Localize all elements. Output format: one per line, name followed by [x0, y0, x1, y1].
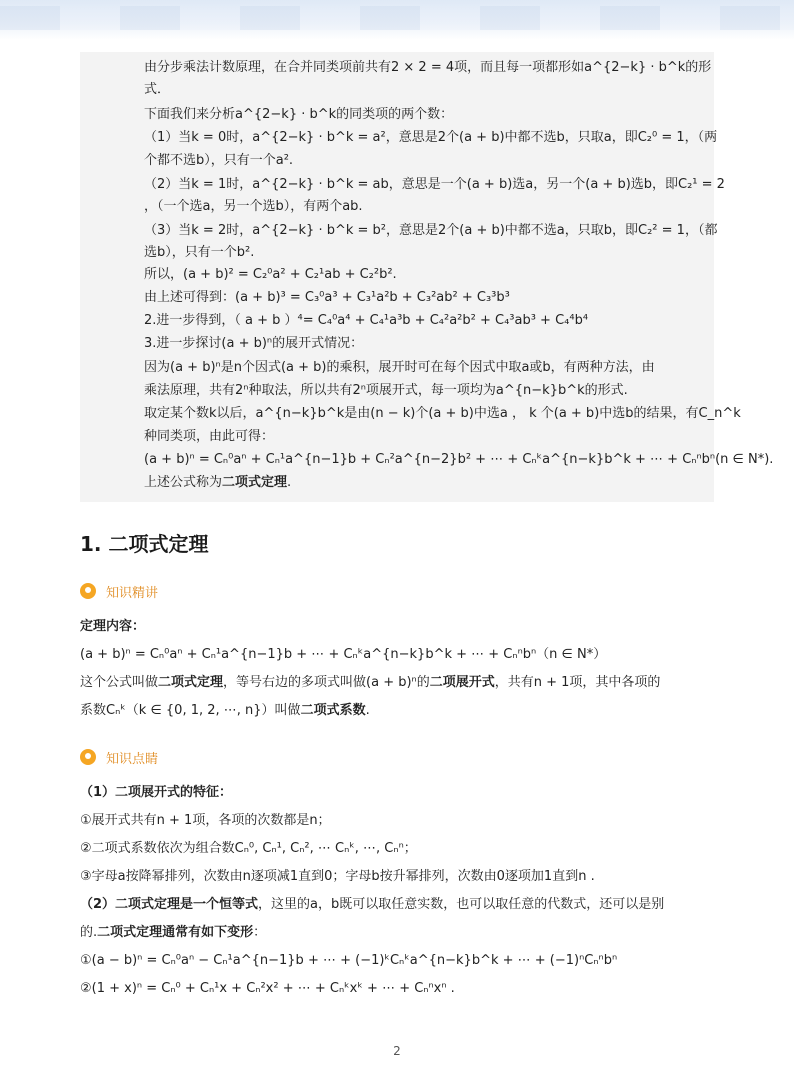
- term-binomial-theorem: 二项式定理: [158, 675, 224, 690]
- derivation-line: 由分步乘法计数原理，在合并同类项前共有2 × 2 = 4项，而且每一项都形如a^{2−k} · b^k的形: [144, 60, 712, 75]
- term-binomial-coefficient: 二项式系数: [300, 703, 366, 718]
- derivation-line: 因为(a + b)ⁿ是n个因式(a + b)的乘积，展开时可在每个因式中取a或b，有两种方法，由: [144, 360, 655, 375]
- derivation-line: 由上述可得到：(a + b)³ = C₃⁰a³ + C₃¹a²b + C₃²ab² + C₃³b³: [144, 290, 510, 305]
- point-item: ②二项式系数依次为组合数Cₙ⁰, Cₙ¹, Cₙ², ⋯ Cₙᵏ, ⋯, Cₙⁿ；: [80, 841, 417, 856]
- derivation-line: 3.进一步探讨(a + b)ⁿ的展开式情况：: [144, 336, 364, 351]
- point-heading: （1）二项展开式的特征：: [80, 785, 233, 800]
- conclusion-tail: .: [287, 475, 292, 490]
- point-text: ，这里的a，b既可以取任意实数，也可以取任意的代数式，还可以是别: [258, 897, 665, 912]
- derivation-line: 个都不选b），只有一个a².: [144, 153, 294, 168]
- point-text: 的.: [80, 925, 98, 940]
- point-item: ①展开式共有n + 1项，各项的次数都是n；: [80, 813, 331, 828]
- derivation-line: ，（一个选a，另一个选b），有两个ab.: [144, 199, 363, 214]
- derivation-line: 式．: [144, 82, 171, 97]
- desc-text: .: [365, 703, 370, 718]
- derivation-line: 乘法原理，共有2ⁿ种取法，所以共有2ⁿ项展开式，每一项均为a^{n−k}b^k的形式.: [144, 383, 628, 398]
- theorem-description: [80, 700, 720, 722]
- desc-text: ，共有n + 1项，其中各项的: [494, 675, 661, 690]
- point-item: ③字母a按降幂排列，次数由n逐项减1直到0；字母b按升幂排列，次数由0逐项加1直到n .: [80, 869, 595, 884]
- hint-label: 知识精讲: [106, 585, 159, 601]
- derivation-conclusion: [144, 472, 704, 494]
- theorem-formula: (a + b)ⁿ = Cₙ⁰aⁿ + Cₙ¹a^{n−1}b + ⋯ + Cₙᵏa^{n−k}b^k + ⋯ + Cₙⁿbⁿ（n ∈ N*）: [80, 647, 607, 662]
- derivation-line: 2.进一步得到，（ a + b ）⁴= C₄⁰a⁴ + C₄¹a³b + C₄²a²b² + C₄³ab³ + C₄⁴b⁴: [144, 313, 589, 328]
- theorem-heading: 定理内容：: [80, 619, 146, 634]
- lightbulb-icon: [80, 583, 96, 599]
- lightbulb-icon: [80, 749, 96, 765]
- point-heading: [80, 894, 720, 916]
- derivation-line: （3）当k = 2时，a^{2−k} · b^k = b²，意思是2个(a + b)中都不选a，只取b，即C₂² = 1，（都: [144, 223, 718, 238]
- point-text-line: [80, 922, 720, 944]
- hint-knowledge-lecture: [80, 580, 158, 602]
- page-header-band: [0, 0, 794, 40]
- derivation-line: （1）当k = 0时，a^{2−k} · b^k = a²，意思是2个(a + b)中都不选b，只取a，即C₂⁰ = 1，（两: [144, 130, 718, 145]
- variant-formula: ①(a − b)ⁿ = Cₙ⁰aⁿ − Cₙ¹a^{n−1}b + ⋯ + (−1)ᵏCₙᵏa^{n−k}b^k + ⋯ + (−1)ⁿCₙⁿbⁿ: [80, 953, 618, 968]
- derivation-line: （2）当k = 1时，a^{2−k} · b^k = ab，意思是一个(a + b)选a，另一个(a + b)选b，即C₂¹ = 2: [144, 177, 725, 192]
- term-binomial-expansion: 二项展开式: [429, 675, 495, 690]
- conclusion-term: 二项式定理: [222, 475, 288, 490]
- section-title: 1. 二项式定理: [80, 532, 209, 556]
- hint-label: 知识点睛: [106, 751, 159, 767]
- conclusion-text: 上述公式称为: [144, 475, 223, 490]
- point-text: ：: [253, 925, 267, 940]
- desc-text: 系数Cₙᵏ（k ∈ {0, 1, 2, ⋯, n}）叫做: [80, 703, 301, 718]
- derivation-line: 取定某个数k以后，a^{n−k}b^k是由(n − k)个(a + b)中选a ， k 个(a + b)中选b的结果，有C_n^k: [144, 406, 741, 421]
- point-title: （2）二项式定理是一个恒等式: [80, 897, 259, 912]
- derivation-line: 选b），只有一个b².: [144, 245, 255, 260]
- hint-key-points: [80, 746, 158, 768]
- variant-formula: ②(1 + x)ⁿ = Cₙ⁰ + Cₙ¹x + Cₙ²x² + ⋯ + Cₙᵏxᵏ + ⋯ + Cₙⁿxⁿ .: [80, 981, 455, 996]
- derivation-line: 种同类项，由此可得：: [144, 429, 275, 444]
- derivation-line: 所以，(a + b)² = C₂⁰a² + C₂¹ab + C₂²b².: [144, 267, 397, 282]
- derivation-line: 下面我们来分析a^{2−k} · b^k的同类项的两个数：: [144, 107, 454, 122]
- page-number: 2: [393, 1044, 401, 1058]
- derivation-line: (a + b)ⁿ = Cₙ⁰aⁿ + Cₙ¹a^{n−1}b + Cₙ²a^{n−2}b² + ⋯ + Cₙᵏa^{n−k}b^k + ⋯ + Cₙⁿbⁿ(n ∈ N*).: [144, 452, 774, 467]
- point-title: 二项式定理通常有如下变形: [97, 925, 254, 940]
- desc-text: ，等号右边的多项式叫做(a + b)ⁿ的: [223, 675, 430, 690]
- theorem-description: [80, 672, 720, 694]
- desc-text: 这个公式叫做: [80, 675, 159, 690]
